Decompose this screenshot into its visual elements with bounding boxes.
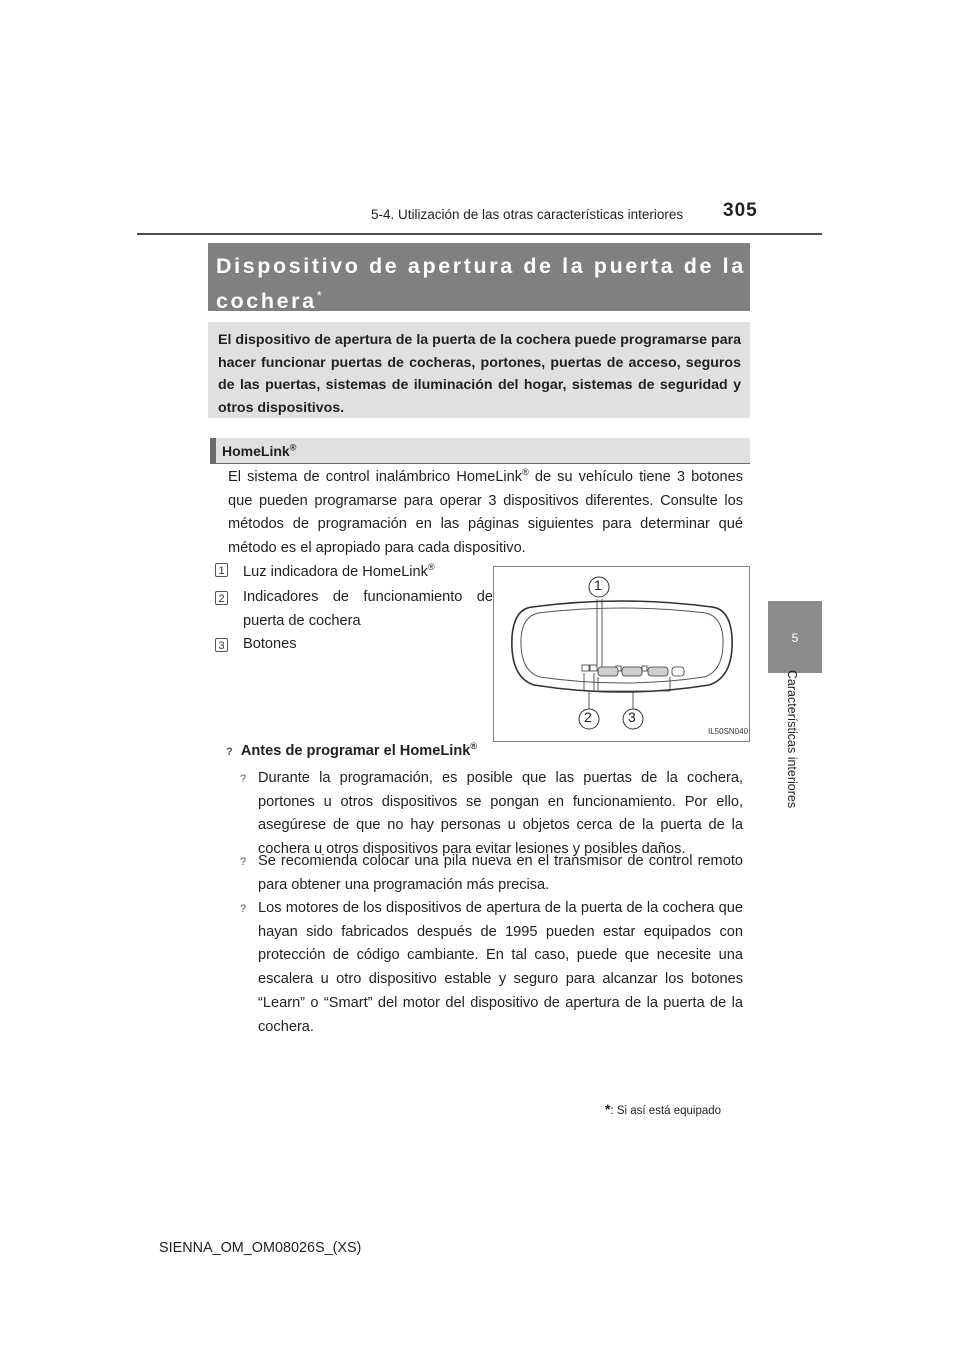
before-heading-text: Antes de programar el HomeLink [240, 743, 471, 759]
before-programming-heading [226, 743, 477, 759]
running-header: 5-4. Utilización de las otras características interiores [371, 207, 684, 222]
page-number: 305 [723, 200, 758, 221]
page-title [208, 243, 750, 314]
homelink-paragraph-b: de su vehículo tiene 3 botones que pueden programarse para operar 3 dispositivos diferentes. Consulte los métodos de programación en las páginas siguientes para determinar qué método es el apropiado para cada dispositivo. [228, 469, 743, 557]
registered-mark: ® [470, 741, 477, 752]
figure-code: IL50SN040 [708, 727, 749, 736]
homelink-heading [210, 438, 750, 464]
item-text: Durante la programación, es posible que las puertas de la cochera, portones u otros dispositivos se pongan en funcionamiento. Por ello, asegúrese de que no hay personas u objetos cerca de la puerta de la cochera u otros dispositivos para evitar lesiones y posibles daños. [258, 770, 743, 858]
item-bullet: ? [240, 903, 247, 915]
mirror-figure [493, 566, 750, 742]
legend-text: Botones [243, 636, 297, 652]
homelink-heading-text: HomeLink [222, 443, 290, 459]
legend-item [243, 586, 493, 633]
page-title-text: Dispositivo de apertura de la puerta de la cochera [216, 254, 746, 314]
chapter-tab: 5 [768, 601, 822, 673]
chapter-label: Características interiores [785, 669, 799, 809]
header-rule [137, 233, 822, 235]
footnote-marker: * [605, 1101, 611, 1117]
section-bullet: ? [226, 746, 233, 758]
item-bullet: ? [240, 773, 247, 785]
registered-mark: ® [427, 562, 435, 573]
legend-text: Luz indicadora de HomeLink [243, 564, 428, 580]
callout-2: 2 [584, 709, 592, 725]
equipped-marker: * [316, 288, 322, 303]
callout-3: 3 [628, 709, 636, 725]
registered-mark: ® [522, 467, 529, 478]
item-text: Los motores de los dispositivos de apertura de la puerta de la cochera que hayan sido fabricados después de 1995 pueden estar equipados con protección de código cambiante. En tal caso, puede que necesite una escalera u otro dispositivo estable y seguro para alcanzar los botones “Learn” o “Smart” del motor del dispositivo de apertura de la puerta de la cochera. [258, 900, 743, 1035]
legend-item [243, 633, 493, 657]
legend-number: 3 [215, 638, 228, 652]
homelink-paragraph [228, 466, 743, 561]
registered-mark: ® [289, 442, 297, 453]
document-footer: SIENNA_OM_OM08026S_(XS) [159, 1240, 362, 1256]
legend-number: 2 [215, 591, 228, 605]
before-item [240, 897, 743, 1039]
homelink-paragraph-a: El sistema de control inalámbrico HomeLink [228, 469, 523, 485]
before-item [240, 767, 743, 862]
before-item [240, 850, 743, 897]
item-bullet: ? [240, 856, 247, 868]
item-text: Se recomienda colocar una pila nueva en el transmisor de control remoto para obtener una programación más precisa. [258, 853, 743, 893]
intro-box: El dispositivo de apertura de la puerta de la cochera puede programarse para hacer funcionar puertas de cocheras, portones, puertas de acceso, seguros de las puertas, sistemas de iluminación del hogar, sistemas de seguridad y otros dispositivos. [208, 322, 750, 418]
legend-text: Indicadores de funcionamiento de puerta de cochera [243, 589, 493, 629]
footnote [605, 1101, 721, 1117]
legend-item [243, 561, 493, 585]
legend-number: 1 [215, 563, 228, 577]
rearview-mirror-illustration [494, 567, 749, 741]
callout-1: 1 [594, 577, 602, 593]
footnote-text: : Si así está equipado [610, 1105, 722, 1117]
